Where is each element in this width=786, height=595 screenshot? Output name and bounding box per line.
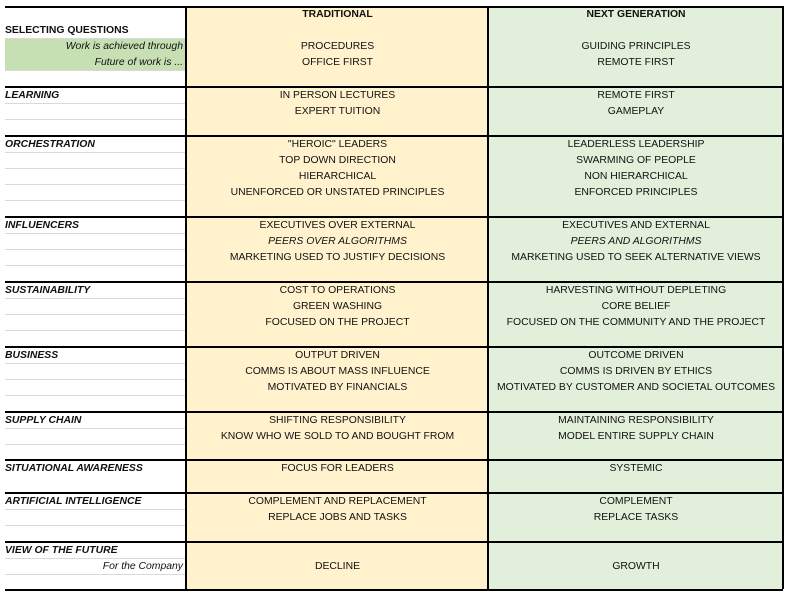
- situational-trad-1: FOCUS FOR LEADERS: [187, 461, 488, 477]
- gridline: [5, 395, 186, 396]
- gridline: [5, 184, 186, 185]
- learning-next-2: GAMEPLAY: [489, 104, 783, 120]
- section-border: [5, 135, 783, 137]
- gridline: [5, 574, 186, 575]
- selecting-question-1: Work is achieved through: [5, 39, 186, 55]
- section-border: [5, 346, 783, 348]
- supply-chain-next-2: MODEL ENTIRE SUPPLY CHAIN: [489, 429, 783, 445]
- business-next-2: COMMS IS DRIVEN BY ETHICS: [489, 364, 783, 380]
- header-traditional: TRADITIONAL: [187, 7, 488, 23]
- business-next-3: MOTIVATED BY CUSTOMER AND SOCIETAL OUTCOMES: [489, 380, 783, 396]
- sustainability-next-3: FOCUSED ON THE COMMUNITY AND THE PROJECT: [489, 315, 783, 331]
- section-title-influencers: INFLUENCERS: [5, 220, 79, 231]
- orchestration-trad-3: HIERARCHICAL: [187, 169, 488, 185]
- section-title-learning: LEARNING: [5, 90, 60, 101]
- ai-next-2: REPLACE TASKS: [489, 510, 783, 526]
- section-border: [5, 492, 783, 494]
- sustainability-trad-1: COST TO OPERATIONS: [187, 283, 488, 299]
- sustainability-next-1: HARVESTING WITHOUT DEPLETING: [489, 283, 783, 299]
- section-title-sustainability: SUSTAINABILITY: [5, 285, 91, 296]
- orchestration-trad-2: TOP DOWN DIRECTION: [187, 153, 488, 169]
- section-title-orchestration: ORCHESTRATION: [5, 139, 95, 150]
- supply-chain-next-1: MAINTAINING RESPONSIBILITY: [489, 413, 783, 429]
- orchestration-trad-4: UNENFORCED OR UNSTATED PRINCIPLES: [187, 185, 488, 201]
- section-title-situational-awareness: SITUATIONAL AWARENESS: [5, 463, 143, 474]
- gridline: [5, 168, 186, 169]
- orchestration-next-2: SWARMING OF PEOPLE: [489, 153, 783, 169]
- selecting-question-2: Future of work is ...: [5, 55, 186, 71]
- future-next-1: GROWTH: [489, 559, 783, 575]
- gridline: [5, 152, 186, 153]
- gridline: [5, 379, 186, 380]
- sustainability-trad-2: GREEN WASHING: [187, 299, 488, 315]
- future-trad-1: DECLINE: [187, 559, 488, 575]
- gridline: [5, 428, 186, 429]
- gridline: [5, 330, 186, 331]
- column-border: [185, 6, 187, 589]
- gridline: [5, 249, 186, 250]
- ai-trad-2: REPLACE JOBS AND TASKS: [187, 510, 488, 526]
- gridline: [5, 119, 186, 120]
- business-trad-2: COMMS IS ABOUT MASS INFLUENCE: [187, 364, 488, 380]
- gridline: [5, 298, 186, 299]
- gridline: [5, 70, 186, 71]
- gridline: [5, 444, 186, 445]
- section-border: [5, 86, 783, 88]
- influencers-trad-1: EXECUTIVES OVER EXTERNAL: [187, 218, 488, 234]
- section-title-selecting-questions: SELECTING QUESTIONS: [5, 25, 129, 36]
- gridline: [5, 200, 186, 201]
- influencers-next-3: MARKETING USED TO SEEK ALTERNATIVE VIEWS: [489, 250, 783, 266]
- section-border: [5, 589, 783, 591]
- gridline: [5, 265, 186, 266]
- learning-trad-2: EXPERT TUITION: [187, 104, 488, 120]
- gridline: [5, 525, 186, 526]
- gridline: [5, 38, 186, 39]
- header-next-generation: NEXT GENERATION: [489, 7, 783, 23]
- sustainability-trad-3: FOCUSED ON THE PROJECT: [187, 315, 488, 331]
- business-trad-1: OUTPUT DRIVEN: [187, 348, 488, 364]
- selecting-next-2: REMOTE FIRST: [489, 55, 783, 71]
- selecting-trad-1: PROCEDURES: [187, 39, 488, 55]
- section-title-supply-chain: SUPPLY CHAIN: [5, 415, 82, 426]
- orchestration-trad-1: "HEROIC" LEADERS: [187, 137, 488, 153]
- sustainability-next-2: CORE BELIEF: [489, 299, 783, 315]
- influencers-trad-2: PEERS OVER ALGORITHMS: [187, 234, 488, 250]
- section-border: [5, 281, 783, 283]
- gridline: [5, 233, 186, 234]
- influencers-next-2: PEERS AND ALGORITHMS: [489, 234, 783, 250]
- business-trad-3: MOTIVATED BY FINANCIALS: [187, 380, 488, 396]
- situational-next-1: SYSTEMIC: [489, 461, 783, 477]
- selecting-trad-2: OFFICE FIRST: [187, 55, 488, 71]
- section-title-view-of-the-future: VIEW OF THE FUTURE: [5, 545, 118, 556]
- future-subtitle: For the Company: [102, 561, 183, 572]
- gridline: [5, 509, 186, 510]
- section-border: [5, 6, 783, 8]
- section-border: [5, 459, 783, 461]
- selecting-next-1: GUIDING PRINCIPLES: [489, 39, 783, 55]
- learning-trad-1: IN PERSON LECTURES: [187, 88, 488, 104]
- orchestration-next-1: LEADERLESS LEADERSHIP: [489, 137, 783, 153]
- influencers-trad-3: MARKETING USED TO JUSTIFY DECISIONS: [187, 250, 488, 266]
- orchestration-next-3: NON HIERARCHICAL: [489, 169, 783, 185]
- gridline: [5, 103, 186, 104]
- section-border: [5, 411, 783, 413]
- influencers-next-1: EXECUTIVES AND EXTERNAL: [489, 218, 783, 234]
- supply-chain-trad-2: KNOW WHO WE SOLD TO AND BOUGHT FROM: [187, 429, 488, 445]
- ai-next-1: COMPLEMENT: [489, 494, 783, 510]
- section-border: [5, 216, 783, 218]
- gridline: [5, 558, 186, 559]
- gridline: [5, 314, 186, 315]
- section-border: [5, 541, 783, 543]
- column-border: [487, 6, 489, 589]
- gridline: [5, 363, 186, 364]
- column-border: [782, 6, 784, 589]
- orchestration-next-4: ENFORCED PRINCIPLES: [489, 185, 783, 201]
- learning-next-1: REMOTE FIRST: [489, 88, 783, 104]
- section-title-business: BUSINESS: [5, 350, 59, 361]
- section-title-artificial-intelligence: ARTIFICIAL INTELLIGENCE: [5, 496, 142, 507]
- supply-chain-trad-1: SHIFTING RESPONSIBILITY: [187, 413, 488, 429]
- business-next-1: OUTCOME DRIVEN: [489, 348, 783, 364]
- ai-trad-1: COMPLEMENT AND REPLACEMENT: [187, 494, 488, 510]
